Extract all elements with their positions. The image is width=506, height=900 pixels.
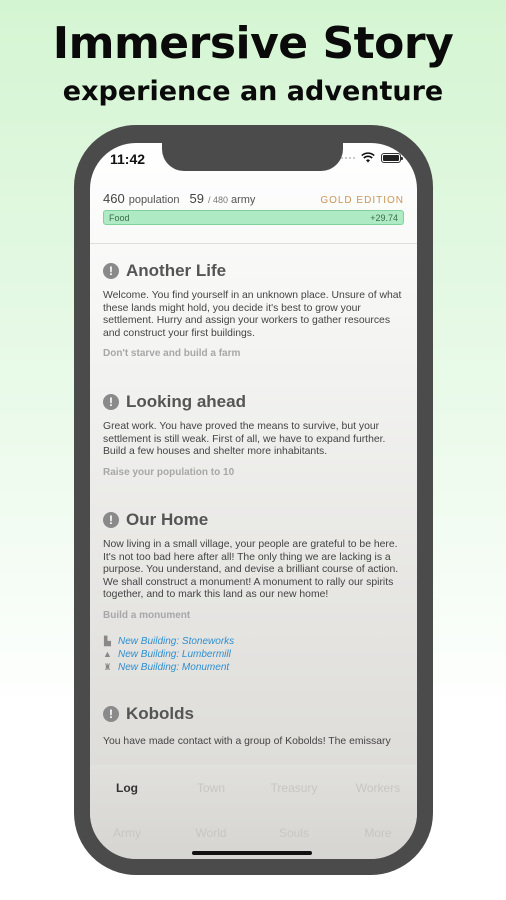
- entry-text: Great work. You have proved the means to survive, but your settlement is still weak. First of all, we have to expand further. Build a few houses and shelter more inhabitants.: [103, 421, 386, 458]
- log-entry: [103, 392, 406, 510]
- battery-icon: [381, 153, 401, 163]
- divider: [90, 243, 417, 244]
- army-value: 59: [189, 191, 204, 206]
- monument-icon: ♜: [103, 661, 112, 672]
- food-rate: +29.74: [370, 212, 398, 223]
- tab-treasury[interactable]: Treasury: [270, 781, 318, 795]
- entry-title: Looking ahead: [126, 392, 246, 411]
- entry-text: Now living in a small village, your people are grateful to be here. It's not too bad here after all! The only thing we are lacking is a purpose. You understand, and devise a brilliant course of action. We shall construct a monument! A monument to rally our spirits together, and to mark this land as our new home!: [103, 539, 399, 601]
- promo-title: Immersive Story: [52, 18, 454, 69]
- log-entry: [103, 261, 406, 392]
- unlock-label: New Building: Lumbermill: [118, 648, 231, 660]
- tab-army[interactable]: Army: [113, 826, 141, 840]
- log-entry: [103, 510, 406, 704]
- tab-log[interactable]: Log: [116, 781, 138, 795]
- entry-title: Kobolds: [126, 704, 194, 723]
- lumbermill-icon: ▲: [103, 648, 112, 659]
- entry-text: Welcome. You find yourself in an unknown place. Unsure of what these lands might hold, you decide it's best to grow your settlement. Hurry and assign your workers to gather resources and construct your first buildings.: [103, 290, 402, 339]
- gold-edition-badge[interactable]: GOLD EDITION: [320, 195, 404, 206]
- tab-workers[interactable]: Workers: [355, 781, 401, 795]
- unlock-list: [103, 635, 406, 674]
- exclamation-icon: !: [103, 706, 119, 722]
- wifi-icon: [361, 152, 375, 163]
- entry-text: You have made contact with a group of Kobolds! The emissary: [103, 736, 391, 747]
- entry-goal: Raise your population to 10: [103, 466, 235, 478]
- tab-bar: [90, 765, 417, 859]
- unlock-stoneworks[interactable]: [103, 635, 406, 648]
- food-label: Food: [109, 212, 130, 223]
- story-log[interactable]: [103, 261, 406, 749]
- population-label: population: [128, 194, 180, 206]
- population-value: 460: [103, 191, 125, 206]
- entry-title: Another Life: [126, 261, 227, 280]
- unlock-label: New Building: Monument: [118, 661, 230, 673]
- stoneworks-icon: ▙: [104, 635, 111, 646]
- status-icons: [341, 152, 401, 163]
- app-screen: [90, 143, 417, 859]
- unlock-label: New Building: Stoneworks: [118, 635, 235, 647]
- unlock-monument[interactable]: [103, 661, 406, 674]
- entry-goal: Don't starve and build a farm: [103, 348, 241, 360]
- army-label: army: [230, 194, 256, 206]
- log-entry: [103, 704, 406, 749]
- exclamation-icon: !: [103, 263, 119, 279]
- resource-bar: [103, 191, 404, 225]
- entry-title: Our Home: [126, 510, 209, 529]
- status-time: 11:42: [110, 151, 146, 167]
- entry-goal: Build a monument: [103, 609, 191, 621]
- exclamation-icon: !: [103, 394, 119, 410]
- exclamation-icon: !: [103, 512, 119, 528]
- tab-town[interactable]: Town: [196, 781, 225, 795]
- tab-more[interactable]: More: [364, 826, 392, 840]
- home-indicator[interactable]: [192, 851, 312, 855]
- food-progress-bar[interactable]: [103, 210, 404, 225]
- notch: [162, 143, 343, 171]
- unlock-lumbermill[interactable]: [103, 648, 406, 661]
- army-max: / 480: [207, 195, 228, 205]
- phone-frame: [74, 125, 433, 875]
- promo-subtitle: experience an adventure: [62, 76, 444, 107]
- signal-icon: [341, 157, 355, 159]
- tab-world[interactable]: World: [195, 826, 227, 840]
- tab-souls[interactable]: Souls: [278, 826, 310, 840]
